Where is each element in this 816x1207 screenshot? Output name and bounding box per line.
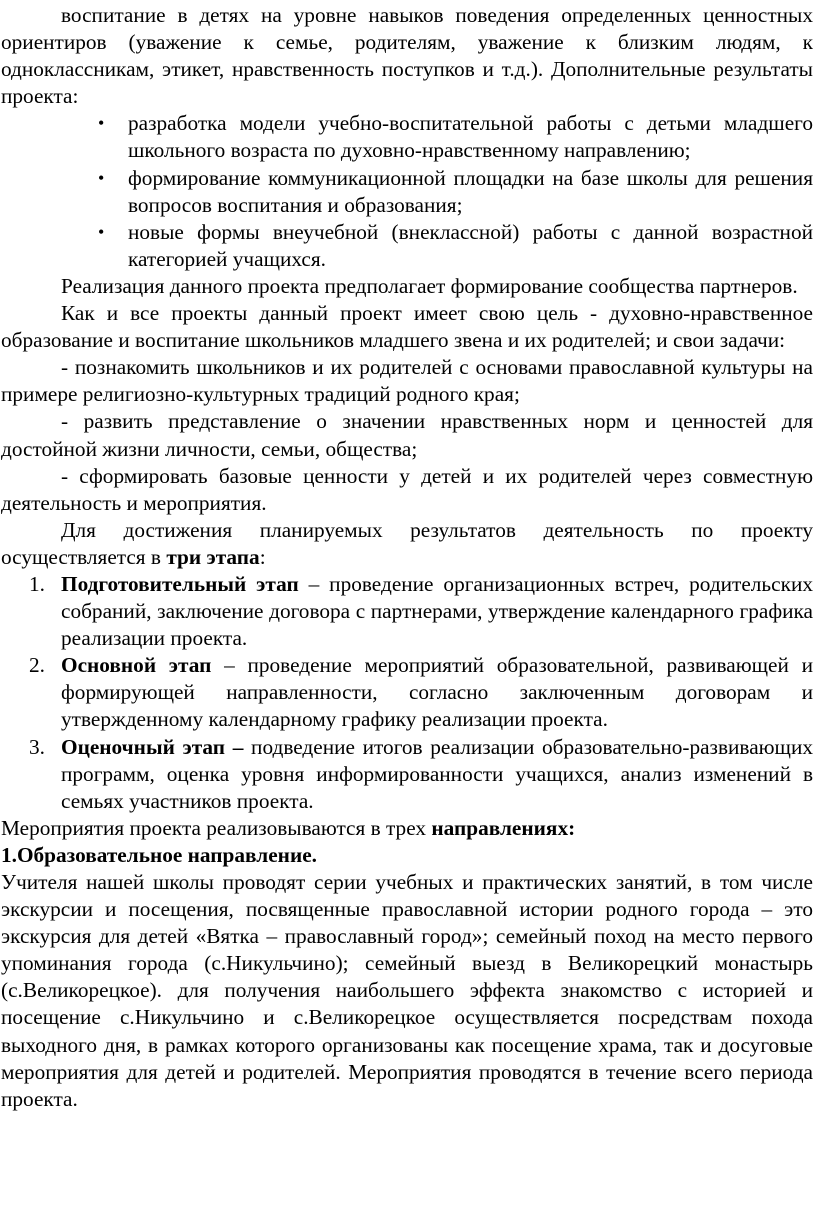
bullet-icon: • <box>98 221 105 242</box>
task-item: - познакомить школьников и их родителей с основами православной культуры на примере религиозно-культурных традиций родного края; <box>1 355 813 407</box>
stages-intro-text: Для достижения планируемых результатов деятельность по проекту осуществляется в <box>1 517 813 569</box>
list-item <box>98 110 813 164</box>
paragraph-directions <box>1 815 813 842</box>
paragraph-educational: Учителя нашей школы проводят серии учебных и практических занятий, в том числе экскурсии и посещения, посвященные православной истории родного города – это экскурсия для детей «Вятка – православный город»; семейный поход на место первого упоминания города (с.Никульчино); семейный выезд в Великорецкий монастырь (с.Великорецкое). для получения наибольшего эффекта знакомство с историей и посещение с.Никульчино и с.Великорецкое осуществляется посредствам похода выходного дня, в рамках которого организованы как посещение храма, так и досуговые мероприятия для детей и родителей. Мероприятия проводятся в течение всего периода проекта. <box>1 870 813 1111</box>
stage-title: Основной этап <box>61 653 212 678</box>
directions-bold: направлениях: <box>431 815 576 840</box>
section-heading <box>1 842 813 869</box>
bullet-icon: • <box>98 113 105 134</box>
list-item <box>98 219 813 273</box>
stage-text: – проведение мероприятий образовательной, развивающей и формирующей направленности, согласно заключенным договорам и утвержденному календарному графику реализации проекта. <box>61 653 813 732</box>
stage-number: 1. <box>29 571 45 596</box>
stage-item <box>29 571 813 652</box>
stage-title: Оценочный этап – <box>61 734 244 759</box>
paragraph-upbringing: воспитание в детях на уровне навыков поведения определенных ценностных ориентиров (уважение к семье, родителям, уважение к близким людям, к одноклассникам, этикет, нравственность поступков и т.д.). Дополнительные результаты проекта: <box>1 3 813 109</box>
stages-intro-end: : <box>259 544 266 569</box>
list-item-text: новые формы внеучебной (внеклассной) работы с данной возрастной категорией учащихся. <box>128 219 813 271</box>
task-item: - сформировать базовые ценности у детей и их родителей через совместную деятельность и мероприятия. <box>1 463 813 515</box>
stage-text: – проведение организационных встреч, родительских собраний, заключение договора с партнерами, утверждение календарного графика реализации проекта. <box>61 571 813 651</box>
list-item-text: разработка модели учебно-воспитательной работы с детьми младшего школьного возраста по духовно-нравственному направлению; <box>128 111 813 163</box>
stages-list <box>1 571 813 815</box>
paragraph-partners: Реализация данного проекта предполагает формирование сообщества партнеров. <box>61 273 798 298</box>
stage-number: 3. <box>29 734 45 759</box>
stage-item <box>29 734 814 815</box>
stage-number: 2. <box>29 653 45 678</box>
list-item-text: формирование коммуникационной площадки на базе школы для решения вопросов воспитания и образования; <box>128 165 813 217</box>
paragraph-stages-intro <box>1 517 813 571</box>
list-item <box>98 165 813 219</box>
additional-results-list <box>1 110 813 273</box>
task-item: - развить представление о значении нравственных норм и ценностей для достойной жизни личности, семьи, общества; <box>1 409 813 461</box>
directions-text: Мероприятия проекта реализовываются в трех <box>1 815 432 840</box>
stage-item <box>29 652 813 733</box>
bullet-icon: • <box>98 167 105 188</box>
stage-text: подведение итогов реализации образовательно-развивающих программ, оценка уровня информированности учащихся, анализ изменений в семьях участников проекта. <box>61 734 814 813</box>
section-heading-text: 1.Образовательное направление. <box>1 842 317 867</box>
stages-intro-bold: три этапа <box>166 544 260 569</box>
stage-title: Подготовительный этап <box>61 571 299 596</box>
paragraph-goal: Как и все проекты данный проект имеет свою цель - духовно-нравственное образование и воспитание школьников младшего звена и их родителей; и свои задачи: <box>1 301 813 353</box>
